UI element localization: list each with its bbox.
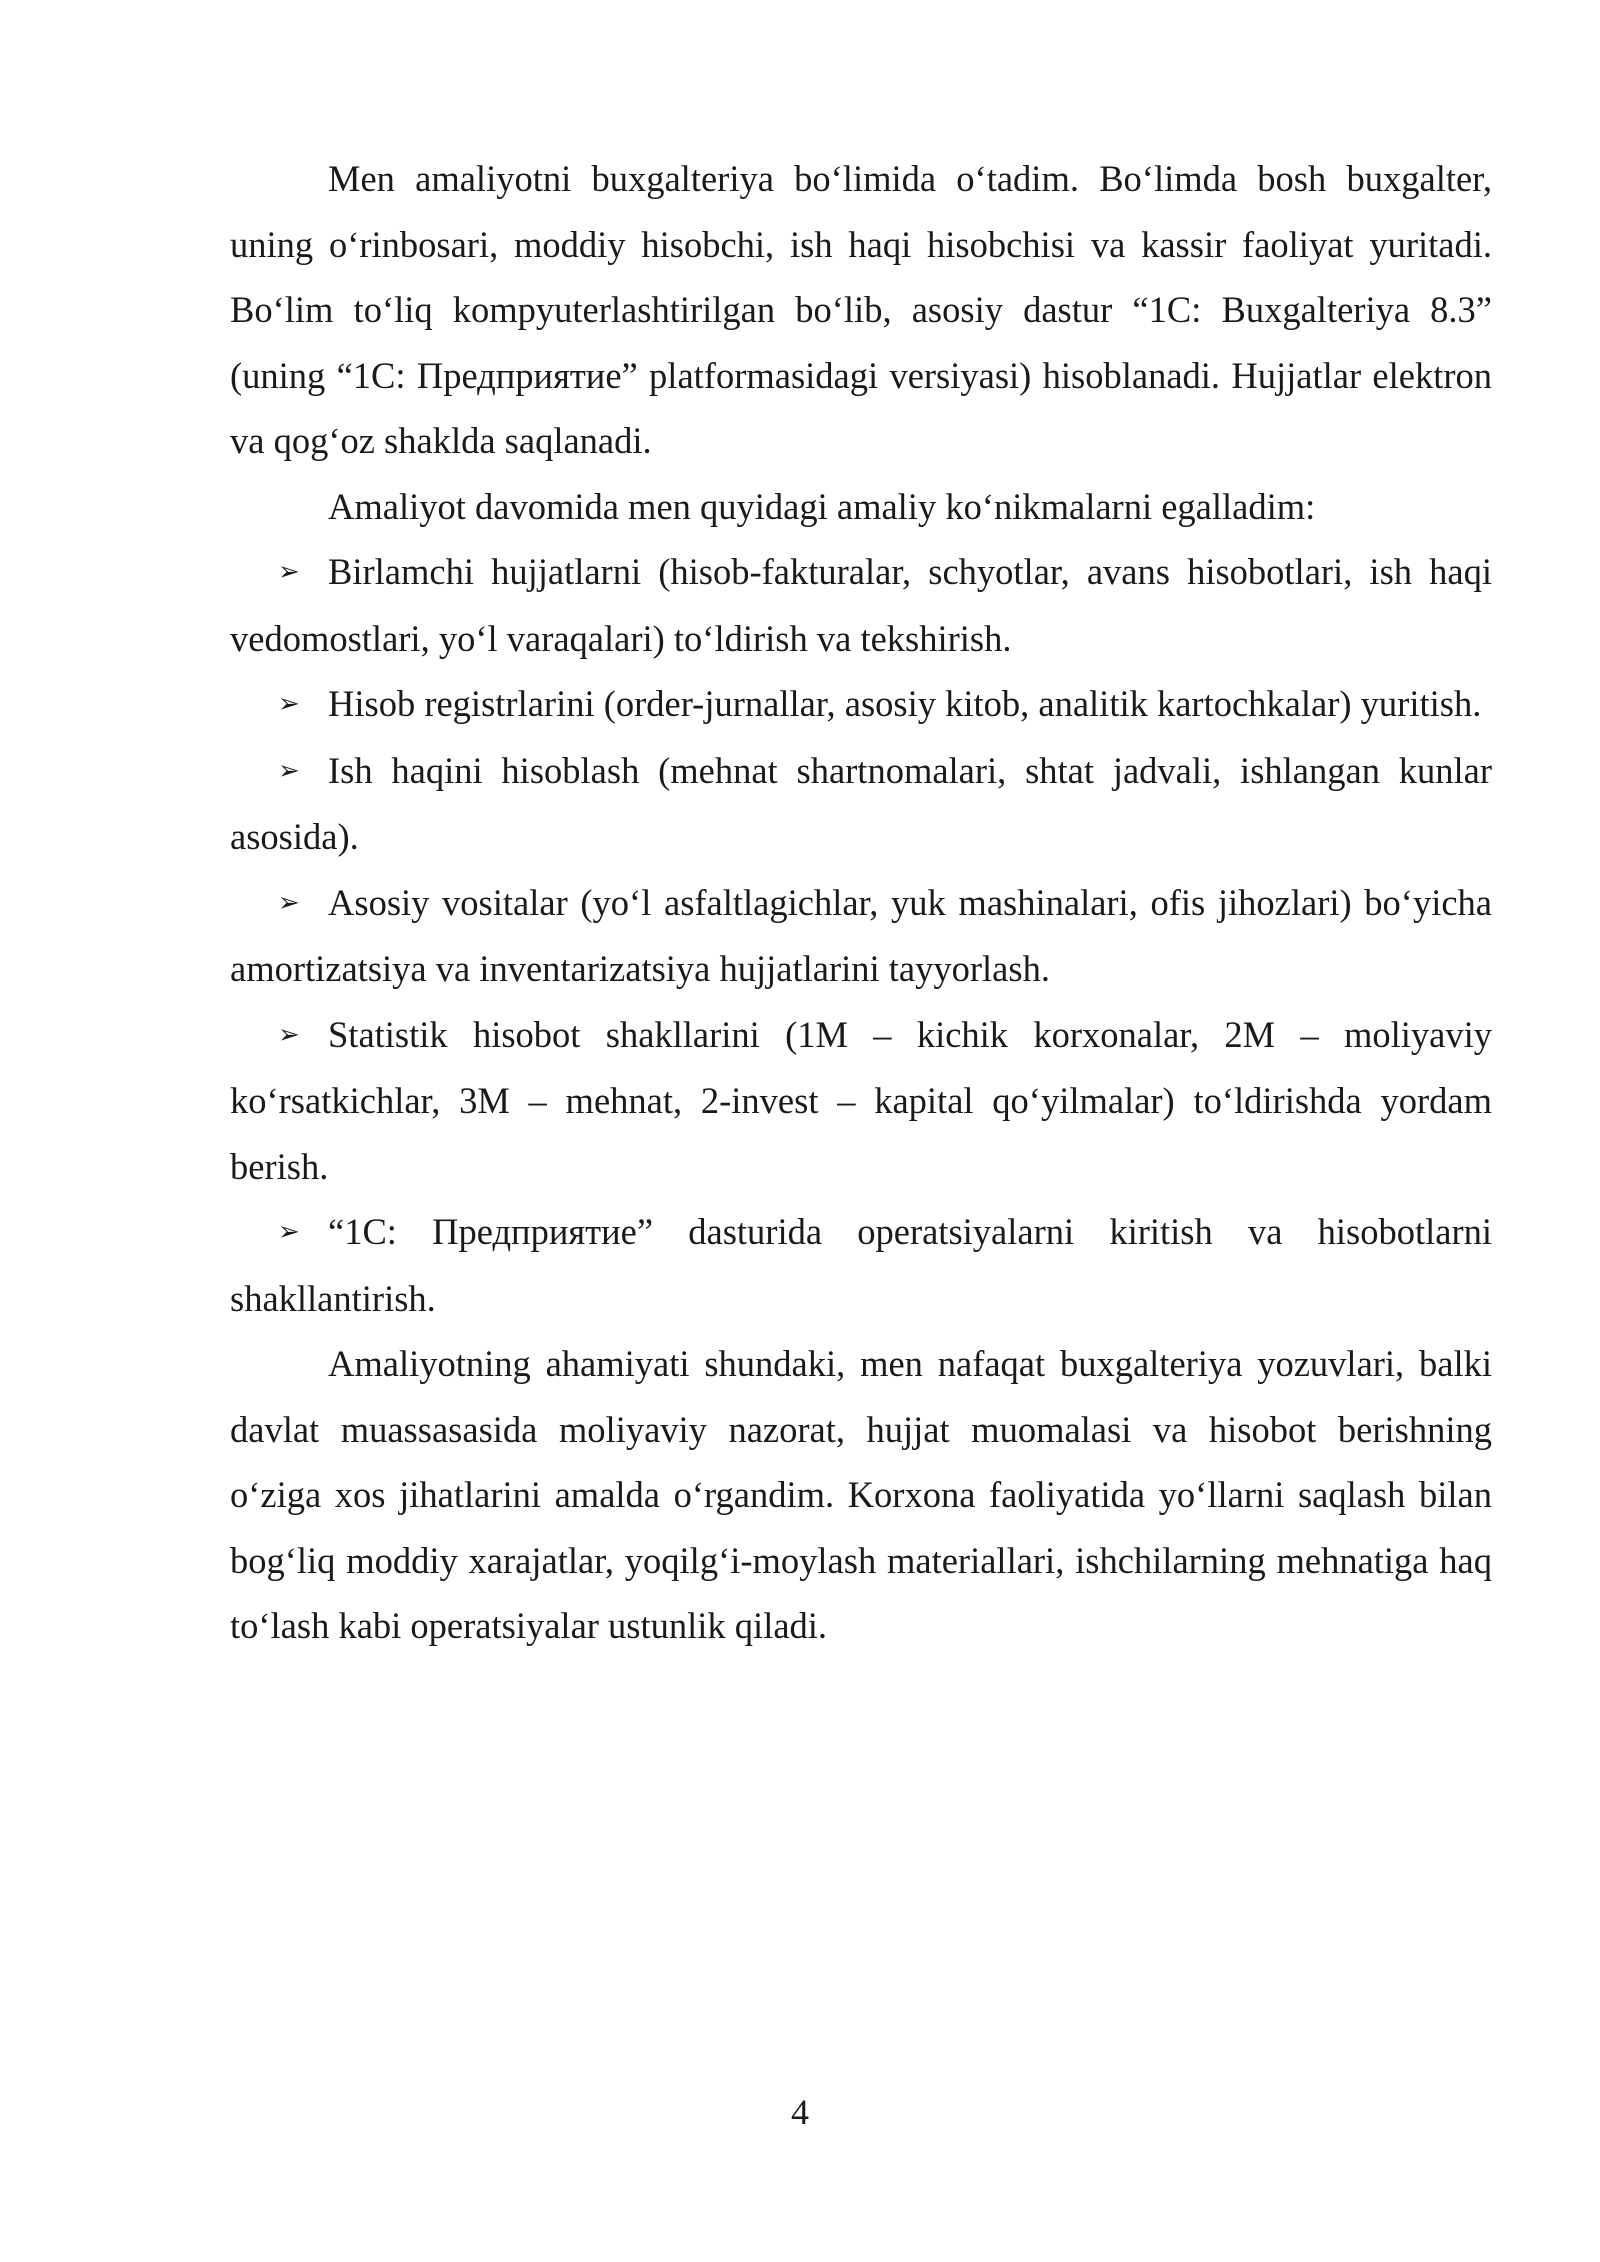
list-item [230, 539, 1492, 671]
page-number: 4 [791, 2092, 809, 2132]
document-body [230, 146, 1492, 1659]
list-item-text: Asosiy vositalar (yo‘l asfaltlagichlar, yuk mashinalari, ofis jihozlari) bo‘yicha amortizatsiya va inventarizatsiya hujjatlarini tayyorlash. [230, 881, 1492, 989]
list-item [230, 738, 1492, 870]
conclusion-paragraph: Amaliyotning ahamiyati shundaki, men nafaqat buxgalteriya yozuvlari, balki davlat muassasasida moliyaviy nazorat, hujjat muomalasi va hisobot berishning o‘ziga xos jihatlarini amalda o‘rgandim. Korxona faoliyatida yo‘llarni saqlash bilan bog‘liq moddiy xarajatlar, yoqilg‘i-moylash materiallari, ishchilarning mehnatiga haq to‘lash kabi operatsiyalar ustunlik qiladi. [230, 1343, 1492, 1646]
arrow-bullet-icon: ➢ [278, 1019, 300, 1050]
intro-paragraph: Men amaliyotni buxgalteriya bo‘limida o‘tadim. Bo‘limda bosh buxgalter, uning o‘rinbosari, moddiy hisobchi, ish haqi hisobchisi va kassir faoliyat yuritadi. Bo‘lim to‘liq kompyuterlashtirilgan bo‘lib, asosiy dastur “1C: Buxgalteriya 8.3” (uning “1C: Предприятие” platformasidagi versiyasi) hisoblanadi. Hujjatlar elektron va qog‘oz shaklda saqlanadi. [230, 158, 1492, 461]
list-item-text: “1C: Предприятие” dasturida operatsiyalarni kiritish va hisobotlarni shakllantirish. [230, 1211, 1492, 1319]
arrow-bullet-icon: ➢ [278, 1217, 300, 1247]
list-item [230, 1199, 1492, 1331]
arrow-bullet-icon: ➢ [278, 557, 300, 587]
arrow-bullet-icon: ➢ [278, 689, 300, 719]
list-item-text: Birlamchi hujjatlarni (hisob-fakturalar, schyotlar, avans hisobotlari, ish haqi vedomostlari, yo‘l varaqalari) to‘ldirish va tekshirish. [230, 551, 1492, 659]
arrow-bullet-icon: ➢ [278, 887, 300, 918]
list-item [230, 1002, 1492, 1200]
arrow-bullet-icon: ➢ [278, 755, 300, 786]
skills-list [230, 539, 1492, 1331]
skills-intro-paragraph: Amaliyot davomida men quyidagi amaliy ko‘nikmalarni egalladim: [328, 485, 1316, 527]
list-item-text: Hisob registrlarini (order-jurnallar, asosiy kitob, analitik kartochkalar) yuritish. [328, 683, 1482, 724]
list-item-text: Statistik hisobot shakllarini (1M – kichik korxonalar, 2M – moliyaviy ko‘rsatkichlar, 3M – mehnat, 2-invest – kapital qo‘yilmalar) to‘ldirishda yordam berish. [230, 1013, 1492, 1187]
list-item [230, 870, 1492, 1002]
list-item-text: Ish haqini hisoblash (mehnat shartnomalari, shtat jadvali, ishlangan kunlar asosida). [230, 749, 1492, 857]
list-item [230, 671, 1492, 738]
